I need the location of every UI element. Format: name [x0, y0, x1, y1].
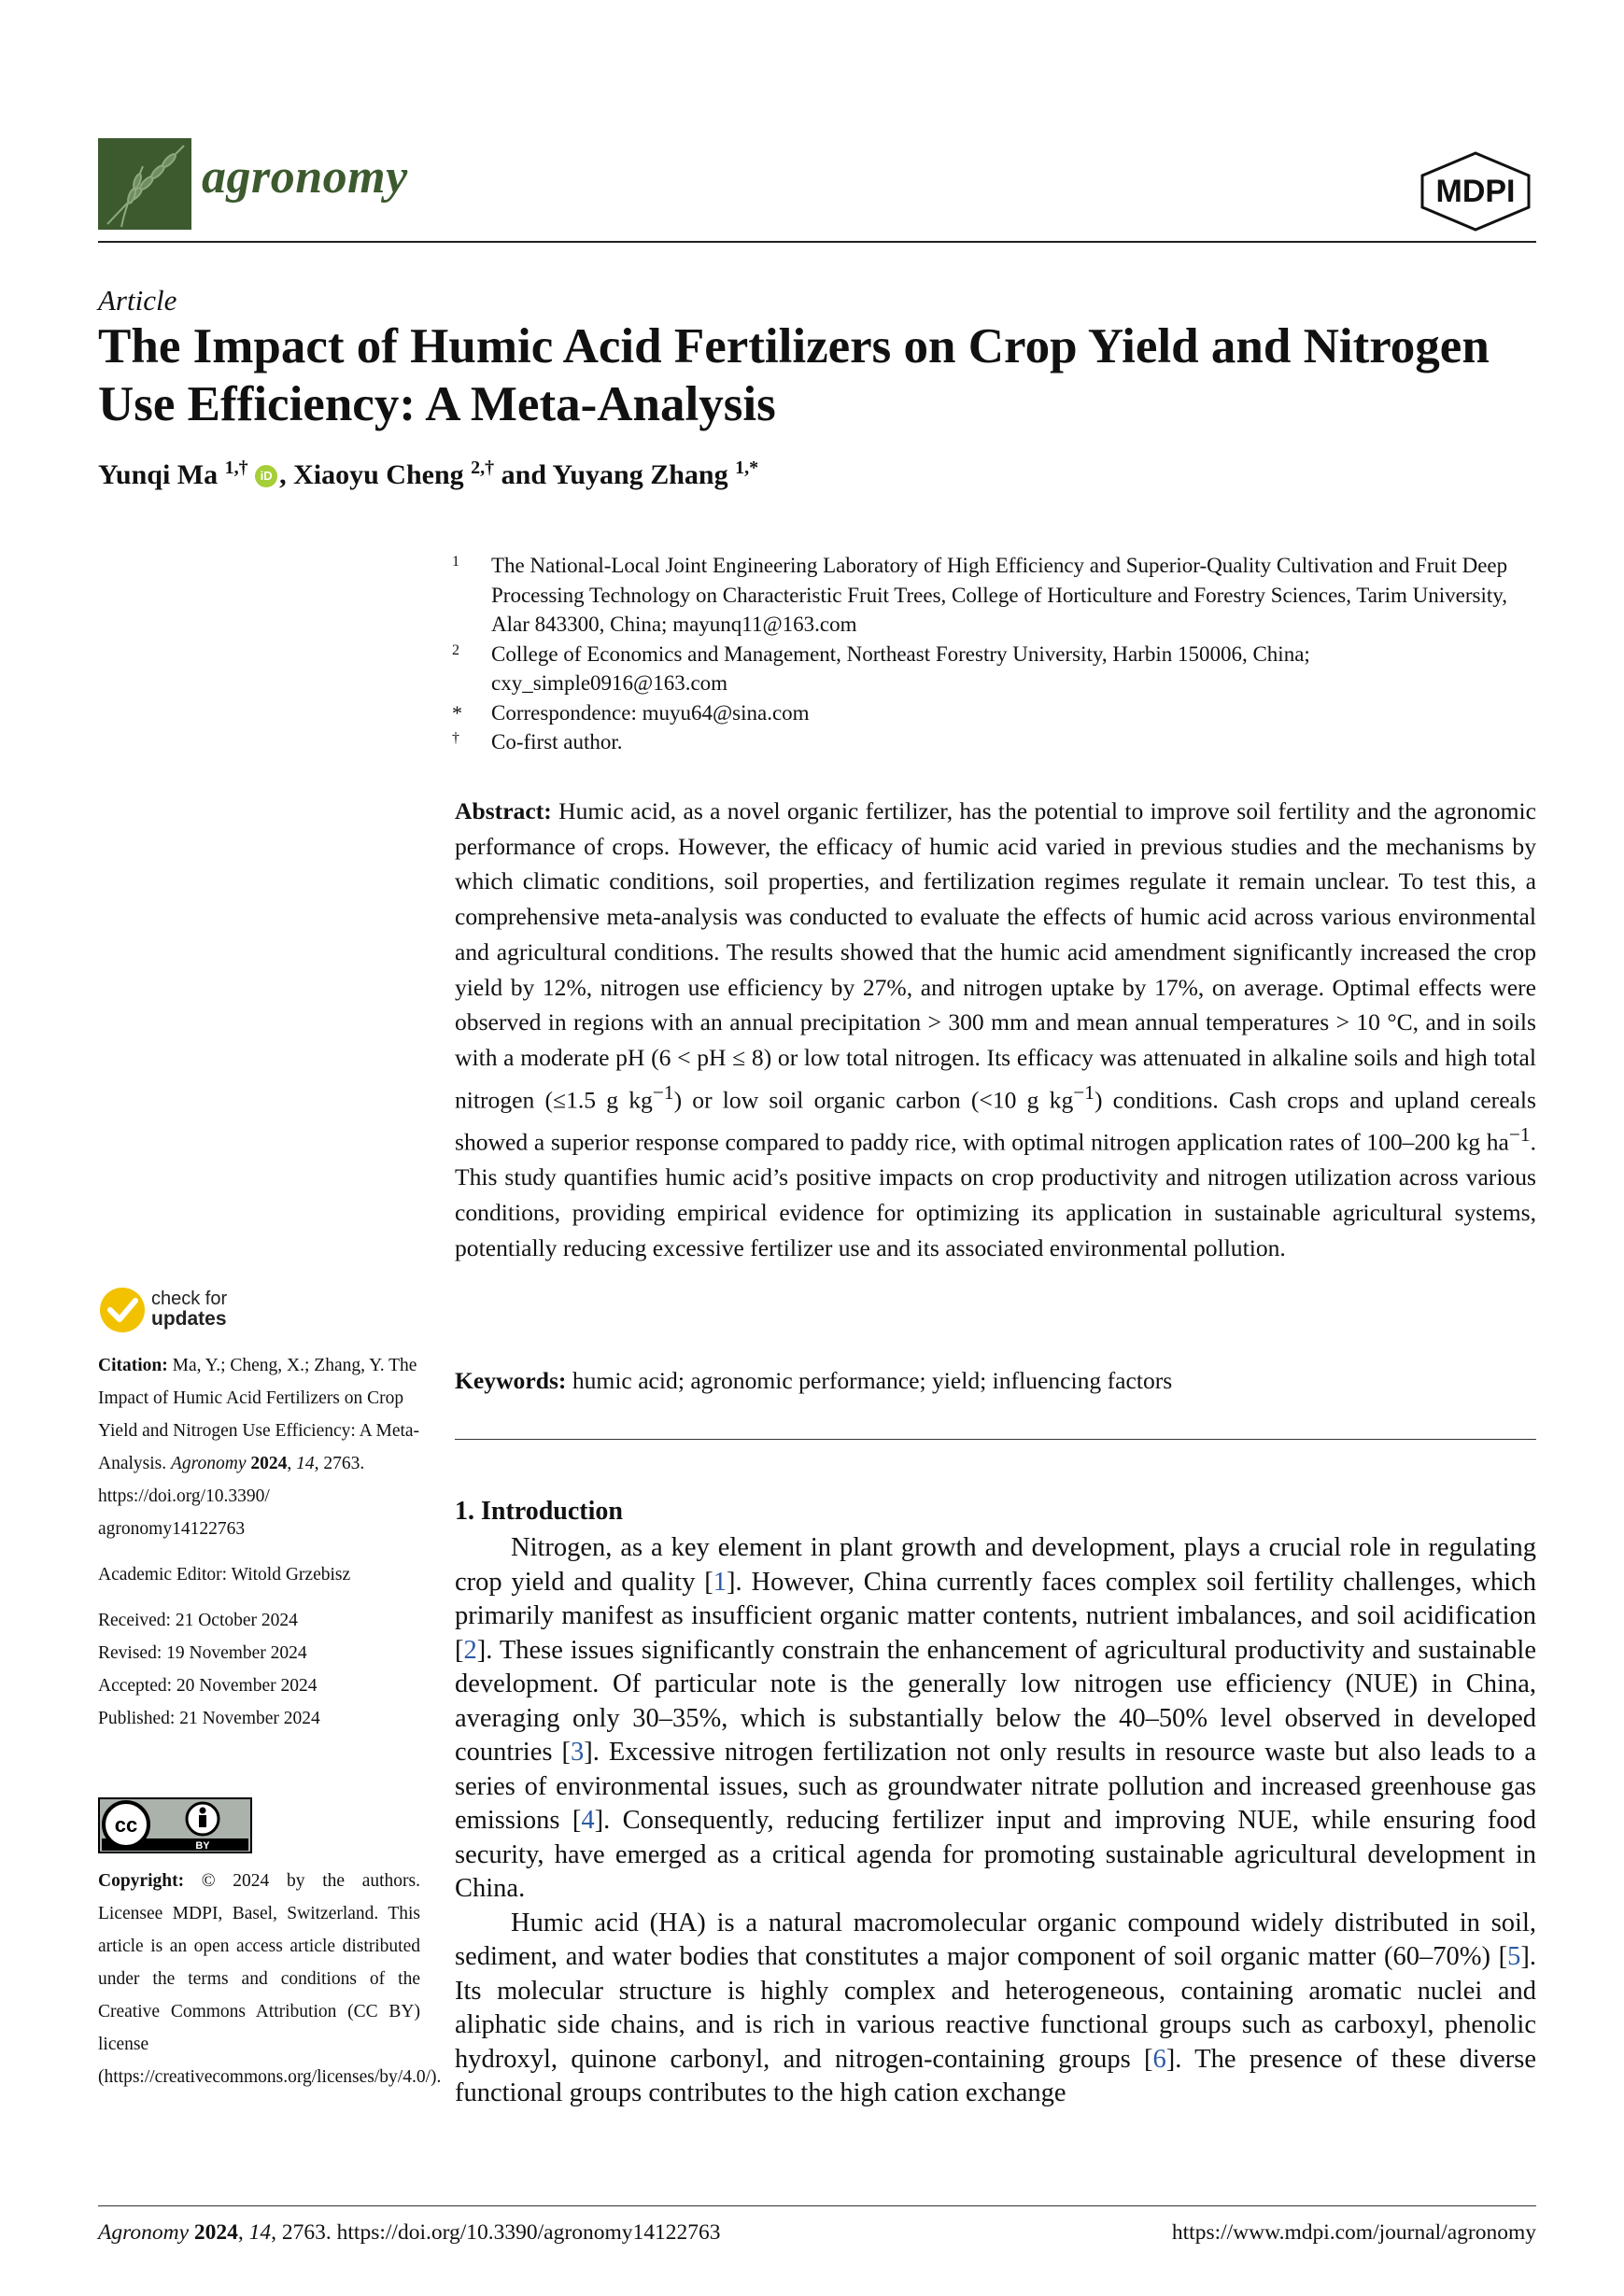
mdpi-logo	[1415, 149, 1536, 232]
sidebar-info	[98, 1349, 420, 1748]
date-accepted: Accepted: 20 November 2024	[98, 1676, 318, 1696]
reference-link[interactable]: 4	[581, 1806, 595, 1835]
section-separator	[455, 1439, 1536, 1440]
reference-link[interactable]: 6	[1152, 2044, 1166, 2074]
affiliation-mark: †	[452, 730, 459, 746]
cc-by-license-icon[interactable]	[98, 1797, 252, 1853]
affiliation-item	[452, 551, 1540, 640]
keywords-label: Keywords:	[455, 1367, 567, 1394]
article-type: Article	[98, 284, 177, 317]
article-title: The Impact of Humic Acid Fertilizers on Crop Yield and Nitrogen Use Efficiency: A Meta-Analysis	[98, 319, 1490, 431]
wheat-icon	[98, 138, 191, 230]
affiliation-text: The National-Local Joint Engineering Laboratory of High Efficiency and Superior-Quality Cultivation and Fruit Deep Processing Technology on Characteristic Fruit Trees, College of Horticulture and Forestry Sciences, Tarim University, Alar 843300, China; mayunq11@163.com	[491, 554, 1508, 636]
check-for-updates-icon[interactable]	[98, 1284, 150, 1336]
intro-paragraph: Humic acid (HA) is a natural macromolecular organic compound widely distributed in soil, sediment, and water bodies that constitutes a major component of soil organic matter (60–70%) [5]. Its molecular structure is highly complex and heterogeneous, containing aromatic nuclei and aliphatic side chains, and is rich in various reactive functional groups such as carboxyl, phenolic hydroxyl, quinone carbonyl, and nitrogen-containing groups [6]. The presence of these diverse functional groups contributes to the high cation exchange	[455, 1908, 1536, 2107]
keywords	[455, 1363, 1536, 1398]
affiliation-mark: 2	[452, 641, 459, 658]
footer-journal-url[interactable]: https://www.mdpi.com/journal/agronomy	[1171, 2220, 1536, 2245]
affiliations	[452, 551, 1540, 757]
mdpi-logo-text: MDPI	[1435, 174, 1516, 209]
check-for-updates[interactable]: check for updates	[151, 1289, 228, 1330]
date-received: Received: 21 October 2024	[98, 1611, 298, 1630]
citation-block: Citation: Ma, Y.; Cheng, X.; Zhang, Y. The Impact of Humic Acid Fertilizers on Crop Yield and Nitrogen Use Efficiency: A Meta-Analysis. Agronomy 2024, 14, 2763. https://doi.org/10.3390/ agronomy14122763	[98, 1356, 420, 1539]
affiliation-text: College of Economics and Management, Northeast Forestry University, Harbin 150006, China; cxy_simple0916@163.com	[491, 641, 1310, 695]
dates-block	[98, 1604, 420, 1735]
author-list: Yunqi Ma $^{1,\dagger}$ iD , Xiaoyu Cheng $^{2,\dagger}$ and Yuyang Zhang $^{1,*}$	[98, 458, 759, 490]
author-affiliation-mark: 1,*	[735, 458, 759, 478]
affiliation-item	[452, 727, 1540, 757]
footer-rule	[98, 2205, 1536, 2206]
affiliation-item	[452, 640, 1540, 698]
journal-name: agronomy	[202, 150, 408, 204]
affiliation-mark: 1	[452, 554, 459, 570]
date-revised: Revised: 19 November 2024	[98, 1643, 307, 1663]
author-name: Yunqi Ma	[98, 459, 219, 490]
affiliation-item	[452, 698, 1540, 728]
citation-doi-link[interactable]: https://doi.org/10.3390/	[98, 1486, 270, 1506]
reference-link[interactable]: 1	[713, 1567, 727, 1597]
cc-label: BY	[195, 1840, 210, 1852]
date-published: Published: 21 November 2024	[98, 1709, 320, 1728]
intro-paragraph: Nitrogen, as a key element in plant growth and development, plays a crucial role in regulating crop yield and quality [1]. However, China currently faces complex soil fertility challenges, which primarily manifest as insufficient organic matter contents, nutrient imbalances, and soil acidification [2]. These issues significantly constrain the enhancement of agricultural productivity and sustainable development. Of particular note is the generally low nitrogen use efficiency (NUE) in China, averaging only 30–35%, which is substantially below the 40–50% level observed in developed countries [3]. Excessive nitrogen fertilization not only results in resource waste but also leads to a series of environmental issues, such as groundwater nitrate pollution and increased greenhouse gas emissions [4]. Consequently, reducing fertilizer input and improving NUE, while ensuring food security, have emerged as a critical agenda for promoting sustainable agricultural development in China.	[455, 1533, 1536, 1903]
svg-text:cc: cc	[114, 1813, 138, 1837]
abstract-label: Abstract:	[455, 797, 552, 824]
abstract: Abstract: Humic acid, as a novel organic fertilizer, has the potential to improve soil fertility and the agronomic performance of crops. However, the efficacy of humic acid varied in previous studies and the mechanisms by which climatic conditions, soil properties, and fertilization regimes regulate it remain unclear. To test this, a comprehensive meta-analysis was conducted to evaluate the effects of humic acid across various environmental and agricultural conditions. The results showed that the humic acid amendment significantly increased the crop yield by 12%, nitrogen use efficiency by 27%, and nitrogen uptake by 17%, on average. Optimal effects were observed in regions with an annual precipitation > 300 mm and mean annual temperatures > 10 °C, and in soils with a moderate pH (6 < pH ≤ 8) or low total nitrogen. Its efficacy was attenuated in alkaline soils and high total nitrogen (≤1.5 g $kg^{-1}$) or low soil organic carbon (<10 g $kg^{-1}$) conditions. Cash crops and upland cereals showed a superior response compared to paddy rice, with optimal nitrogen application rates of 100–200 kg $ha^{-1}$. This study quantifies humic acid’s positive impacts on crop productivity and nitrogen utilization across various conditions, providing empirical evidence for optimizing its application in sustainable agricultural systems, potentially reducing excessive fertilizer use and its associated environmental pollution.	[455, 797, 1536, 1261]
citation-doi-link[interactable]: agronomy14122763	[98, 1519, 246, 1539]
header-rule	[98, 241, 1536, 243]
orcid-icon[interactable]: iD	[255, 465, 277, 487]
introduction-body	[455, 1531, 1536, 2111]
author-name: Yuyang Zhang	[552, 459, 728, 490]
reference-link[interactable]: 5	[1507, 1942, 1521, 1971]
affiliation-mark: *	[452, 700, 462, 725]
keywords-list: humic acid; agronomic performance; yield; influencing factors	[566, 1367, 1173, 1394]
affiliation-text: Co-first author.	[491, 730, 623, 754]
author-name: Xiaoyu Cheng	[293, 459, 464, 490]
footer-citation: Agronomy 2024, 14, 2763. https://doi.org/10.3390/agronomy14122763	[98, 2220, 721, 2245]
section-heading: 1. Introduction	[455, 1497, 623, 1526]
author-affiliation-mark: 1,†	[224, 458, 248, 478]
journal-logo	[98, 138, 191, 230]
reference-link[interactable]: 3	[571, 1738, 585, 1767]
affiliation-text: Correspondence: muyu64@sina.com	[491, 700, 810, 725]
reference-link[interactable]: 2	[463, 1635, 477, 1665]
academic-editor: Academic Editor: Witold Grzebisz	[98, 1565, 351, 1585]
author-affiliation-mark: 2,†	[471, 458, 495, 478]
copyright-notice: Copyright: © 2024 by the authors. Licensee MDPI, Basel, Switzerland. This article is an open access article distributed under the terms and conditions of the Creative Commons Attribution (CC BY) license (https://creativecommons.org/licenses/by/4.0/).	[98, 1871, 442, 2087]
